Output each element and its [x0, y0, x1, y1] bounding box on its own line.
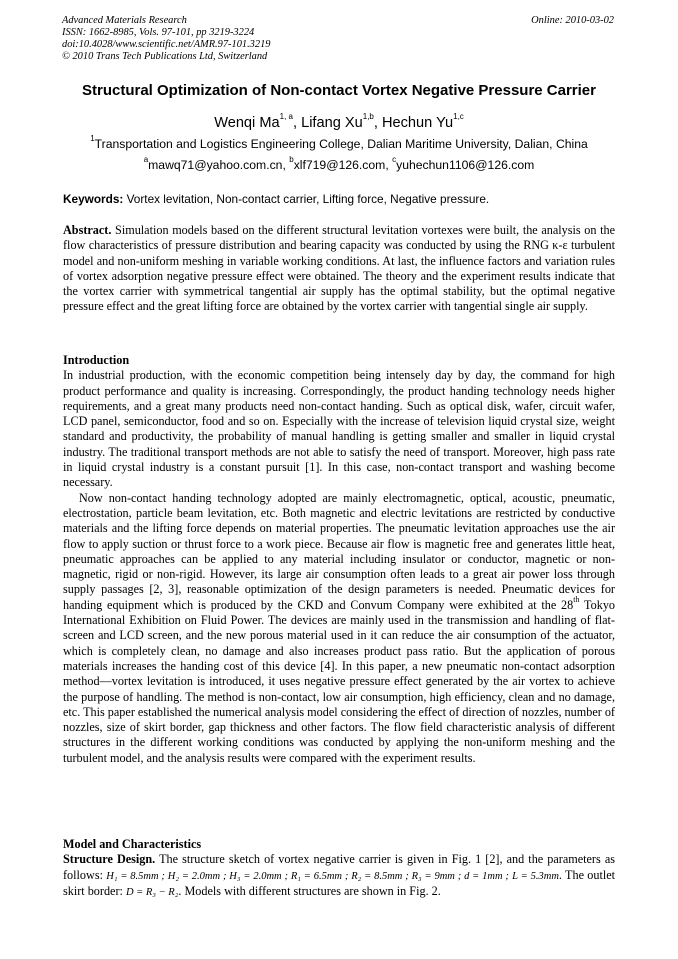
- journal-header: [62, 15, 270, 63]
- paper-title: Structural Optimization of Non-contact Vortex Negative Pressure Carrier: [81, 82, 596, 99]
- author-1: Wenqi Ma: [214, 115, 280, 131]
- model-section: [63, 837, 615, 900]
- email-list: [40, 154, 638, 173]
- models-text: . Models with different structures are shown in Fig. 2.: [178, 883, 441, 898]
- introduction-section: [63, 353, 615, 766]
- abstract-label: Abstract.: [63, 223, 112, 237]
- online-date: Online: 2010-03-02: [531, 15, 614, 26]
- parameter-list: H₁ = 8.5mm ; H₂ = 2.0mm ; H₃ = 2.0mm ; R₁ = 6.5mm ; R₂ = 8.5mm ; R₃ = 9mm ; d = 1mm ;: [106, 870, 509, 882]
- introduction-heading: Introduction: [63, 353, 130, 367]
- structure-design-label: Structure Design.: [63, 852, 156, 867]
- skirt-formula: D = R₃ − R₂: [125, 886, 179, 898]
- email-c: yuhechun1106@126.com: [396, 158, 535, 172]
- author-2-sup: 1,b: [362, 112, 374, 122]
- paragraph-2-part-b: Tokyo International Exhibition on Fluid Power. The devices are mainly used in the transmission and handling of flat-screen and LCD screen, and the new porous material used in it can reduce the air consumption of the actuator, which is completely clean, no damage and also increases product pass ratio. But the application of porous materials increases the handing cost of this device [4]. In this paper, a new pneumatic non-contact adsorption method—vortex levitation is introduced, it uses negative pressure effect generated by the air vortex to achieve the purpose of handling. The method is non-contact, low air consumption, high efficiency, clean and no damage, etc. This paper established the numerical analysis model considering the effect of direction of nozzles, number of nozzles, size of skirt border, gap thickness and other factors. The flow field characteristic analysis of different structures in the different working conditions was conducted by applying the non-uniform meshing and the turbulent model, and the analysis results were compared with the experiment results.: [63, 597, 616, 765]
- email-c-sup: c: [392, 154, 397, 164]
- introduction-paragraph-1: In industrial production, with the economic competition being intensely day by day, the command for high product performance and quality is increasing. Correspondingly, the product handing technology needs higher requirements, and a great many products need non-contact handing. Such as optical disk, wafer, circuit wafer, LCD panel, semiconductor, food and so on. Especially with the increase of television liquid crystal size, weight standard and productivity, the probability of manual handling is getting smaller and smaller in liquid crystal industry. The traditional transport methods are not able to satisfy the need of transport. Moreover, high pass rate in liquid crystal industry is a constant pursuit [1]. In this case, non-contact transport and washing become necessary.: [63, 368, 615, 490]
- affiliation-text: Transportation and Logistics Engineering College, Dalian Maritime University, Dalian, China: [94, 137, 588, 151]
- abstract-text: Simulation models based on the different structural levitation vortexes were built, the analysis on the flow characteristics of pressure distribution and bearing capacity was conducted by using the RNG κ-ε turbulent model and non-uniform meshing in variable working conditions. At last, the influence factors and variation rules of vortex adsorption negative pressure effect were obtained. The theory and the experiment results indicate that the vortex carrier with symmetrical tangential air supply has the optimal stability, but the optimal negative pressure effect and the great lifting force are obtained by the vortex carrier with tangential single air supply.: [63, 223, 615, 314]
- issn-line: ISSN: 1662-8985, Vols. 97-101, pp 3219-3224: [62, 27, 255, 38]
- author-2: , Lifang Xu: [292, 115, 363, 131]
- model-heading: Model and Characteristics: [63, 837, 202, 851]
- affiliation: [40, 133, 638, 152]
- author-1-sup: 1, a: [279, 112, 293, 122]
- paragraph-2-part-a: Now non-contact handing technology adopted are mainly electromagnetic, optical, acoustic, pneumatic, electrostation, particle beam levitation, etc. Both magnetic and electric levitations are restricted by conductive materials and the lifting force depends on material properties. The pneumatic levitation approaches use the air flow to apply suction or thrust force to a work piece. Because air flow is magnetic free and generates little heat, pneumatic approaches can be applied to any material including insulator or conductor, magnetic or non-magnetic, rigid or non-rigid. However, its large air consumption often leads to a great air power loss through supply passages [2, 3], reasonable optimization of the design parameters is needed. Pneumatic devices for handing equipment which is produced by the CKD and Convum Company were exhibited at the 28: [63, 490, 615, 612]
- author-list: [40, 114, 638, 132]
- structure-design-paragraph: [63, 852, 615, 900]
- abstract: [63, 223, 615, 315]
- email-b: xlf719@126.com,: [293, 158, 393, 172]
- email-b-sup: b: [289, 154, 294, 164]
- ordinal-sup: th: [573, 594, 580, 604]
- keywords-text: Vortex levitation, Non-contact carrier, Lifting force, Negative pressure.: [123, 192, 490, 206]
- keywords-label: Keywords:: [63, 192, 124, 206]
- introduction-paragraph-2: [63, 491, 615, 766]
- affiliation-sup: 1: [90, 133, 95, 143]
- author-3-sup: 1,c: [453, 112, 464, 122]
- doi-line: doi:10.4028/www.scientific.net/AMR.97-101.3219: [62, 39, 271, 50]
- parameter-l: L = 5.3mm: [512, 870, 559, 882]
- copyright-line: © 2010 Trans Tech Publications Ltd, Switzerland: [62, 51, 268, 62]
- structure-design-text: The structure sketch of vortex negative carrier is given in Fig. 1 [2], and the parameters as follows:: [63, 852, 615, 882]
- email-a: mawq71@yahoo.com.cn,: [148, 158, 290, 172]
- journal-name: Advanced Materials Research: [62, 15, 187, 26]
- skirt-border-text: . The outlet skirt border:: [63, 867, 616, 898]
- email-a-sup: a: [143, 154, 149, 164]
- keywords: [63, 192, 615, 206]
- author-3: , Hechun Yu: [373, 115, 454, 131]
